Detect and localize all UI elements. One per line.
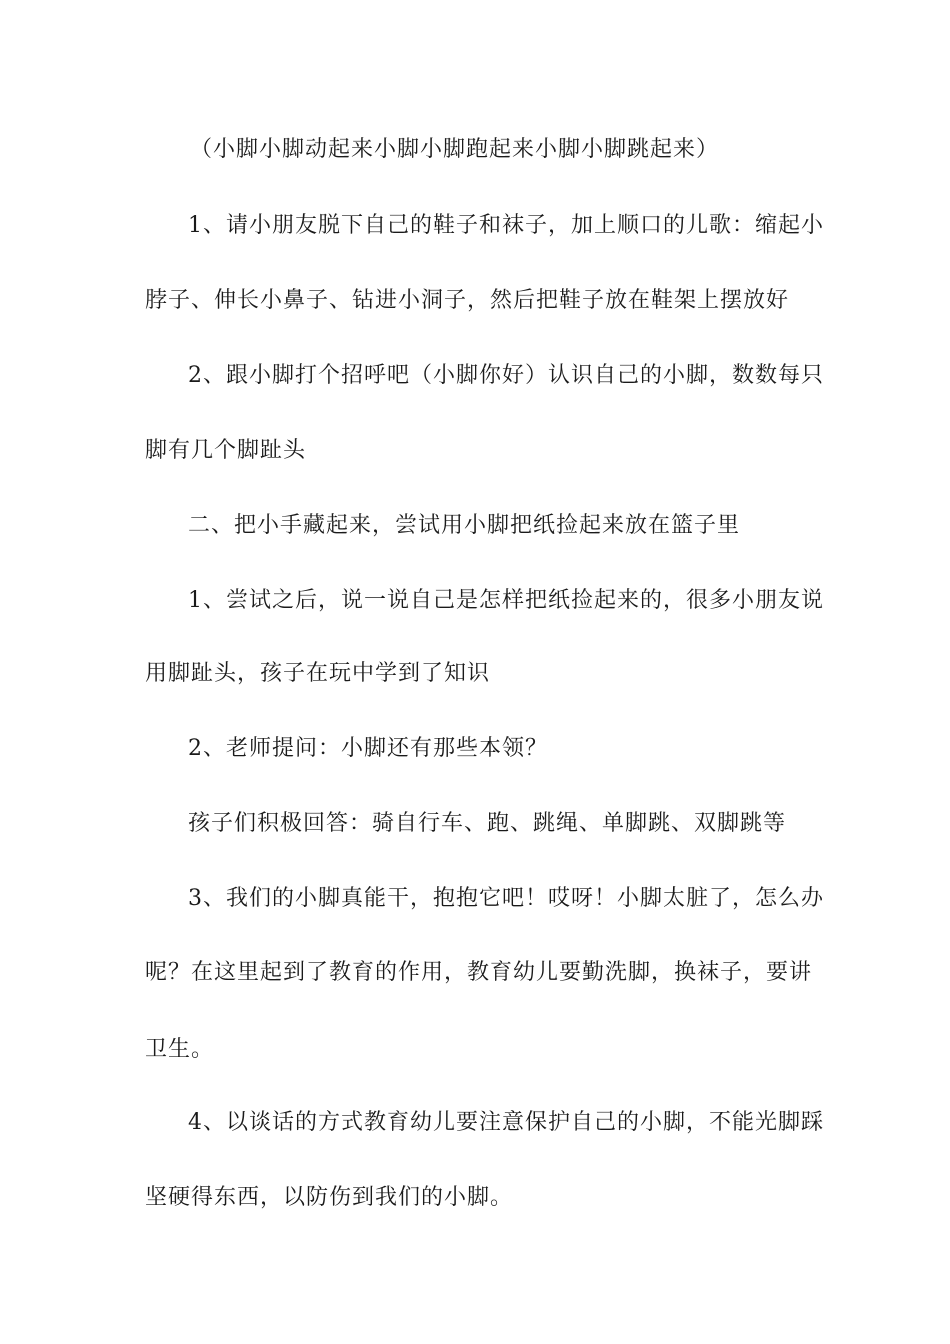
paragraph-line: 孩子们积极回答：骑自行车、跑、跳绳、单脚跳、双脚跳等 <box>188 811 787 836</box>
paragraph-line: 3、我们的小脚真能干，抱抱它吧！哎呀！小脚太脏了，怎么办 <box>188 886 824 911</box>
paragraph-line: （小脚小脚动起来小脚小脚跑起来小脚小脚跳起来） <box>190 137 720 162</box>
paragraph-line: 二、把小手藏起来，尝试用小脚把纸捡起来放在篮子里 <box>188 513 741 538</box>
paragraph-line: 2、老师提问：小脚还有那些本领？ <box>188 736 548 761</box>
paragraph-line: 呢？在这里起到了教育的作用，教育幼儿要勤洗脚，换袜子，要讲 <box>145 960 813 985</box>
paragraph-line: 4、以谈话的方式教育幼儿要注意保护自己的小脚，不能光脚踩 <box>188 1110 824 1135</box>
paragraph-line: 脖子、伸长小鼻子、钻进小洞子，然后把鞋子放在鞋架上摆放好 <box>145 288 790 313</box>
paragraph-line: 用脚趾头，孩子在玩中学到了知识 <box>145 661 491 686</box>
paragraph-line: 1、请小朋友脱下自己的鞋子和袜子，加上顺口的儿歌：缩起小 <box>188 213 824 238</box>
paragraph-line: 坚硬得东西，以防伤到我们的小脚。 <box>145 1185 514 1210</box>
paragraph-line: 2、跟小脚打个招呼吧（小脚你好）认识自己的小脚，数数每只 <box>188 363 824 388</box>
paragraph-line: 卫生。 <box>145 1037 215 1062</box>
paragraph-line: 1、尝试之后，说一说自己是怎样把纸捡起来的，很多小朋友说 <box>188 588 824 613</box>
paragraph-line: 脚有几个脚趾头 <box>145 438 307 463</box>
